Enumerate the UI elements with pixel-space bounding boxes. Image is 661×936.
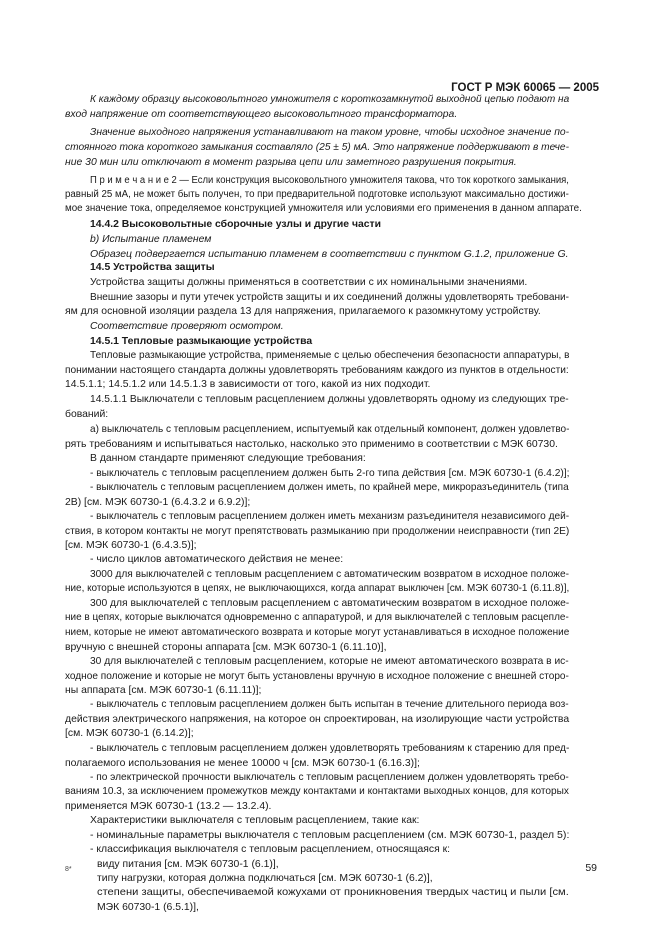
text-line-c2b: ние в цепях, которые выключатся одновременно с аппаратурой, и для выключателей с тепловым расцепле- [65,612,569,623]
text-line-e6a: степени защиты, обеспечиваемой кожухами от проникновения твердых частиц и пыли [см. [97,887,569,898]
text-line-b_isp: b) Испытание пламенем [90,234,212,245]
text-line-t2a: 14.5.1.1 Выключатели с тепловым расцеплением должны удовлетворять одному из следующих тре- [90,394,569,405]
text-line-c1a: 3000 для выключателей с тепловым расцеплением с автоматическим возвратом в исходное положе- [90,569,570,580]
text-line-d3a: - по электрической прочности выключатель с тепловым расцеплением должен удовлетворять требо- [90,772,569,783]
page-number: 59 [585,862,597,874]
text-line-p2c: ние 30 мин или отключают в момент разрыва цепи или заметного разрушения покрытия. [65,157,517,168]
text-line-d2a: - выключатель с тепловым расцеплением должен удовлетворять требованиям к старению для пред- [90,743,570,754]
text-line-c2c: нием, которые не имеют автоматического возврата и которые могут устанавливаться в исходное положение [65,627,570,638]
text-line-e3: - классификация выключателя с тепловым расцеплением, относящаяся к: [90,844,451,855]
text-line-n1: П р и м е ч а н и е 2 — Если конструкция высоковольтного умножителя такова, что ток короткого замыкания, [90,175,569,186]
text-line-a5b: ствия, в котором контакты не могут препятствовать размыканию при продолжении неисправности (тип 2E) [65,526,570,537]
text-line-d1b: действия электрического напряжения, на которое он спроектирован, на изолирующие части устройства [65,714,570,725]
text-line-h1442: 14.4.2 Высоковольтные сборочные узлы и другие части [90,219,382,230]
standard-header: ГОСТ Р МЭК 60065 — 2005 [451,82,599,94]
text-line-p1b: вход напряжение от соответствующего высоковольтного трансформатора. [65,109,458,120]
text-line-c3c: ны аппарата [см. МЭК 60730-1 (6.11.11)]; [65,685,262,696]
text-line-u1: Устройства защиты должны применяться в соответствии с их номинальными значениями. [90,277,528,288]
text-line-d3b: ваниям 10.3, за исключением промежутков между контактами и контактами выходных концов, для которых [65,786,569,797]
text-line-p2a: Значение выходного напряжения устанавливают на таком уровне, чтобы исходное значение по- [90,127,570,138]
text-line-h145: 14.5 Устройства защиты [90,262,215,273]
text-line-a2: В данном стандарте применяют следующие требования: [90,453,366,464]
footer-mark: 8* [65,866,72,873]
text-line-c3b: ходное положение и которые не могут быть установлены вручную в исходное положение с внешней сторо- [65,671,569,682]
text-line-c3a: 30 для выключателей с тепловым расцеплением, которые не имеют автоматического возврата в ис- [90,656,569,667]
text-line-a1b: рять требованиям и испытываться настолько, насколько это применимо в соответствии с МЭК 60730. [65,439,558,450]
text-line-e5: типу нагрузки, которая должна подключаться [см. МЭК 60730-1 (6.2)], [97,873,433,884]
text-line-a6: - число циклов автоматического действия не менее: [90,554,344,565]
text-line-t1c: 14.5.1.1; 14.5.1.2 или 14.5.1.3 в зависимости от того, какой из них подходит. [65,379,431,390]
text-line-p1a: К каждому образцу высоковольтного умножителя с короткозамкнутой выходной цепью подают на [90,94,570,105]
text-line-d1a: - выключатель с тепловым расцеплением должен быть испытан в течение длительного периода воз- [90,699,569,710]
text-line-a1a: а) выключатель с тепловым расцеплением, испытуемый как отдельный компонент, должен удовлетво- [90,424,570,435]
text-line-a4b: 2B) [см. МЭК 60730-1 (6.4.3.2 и 6.9.2)]; [65,497,251,508]
text-line-u2a: Внешние зазоры и пути утечек устройств защиты и их соединений должны удовлетворять требовани- [90,292,570,303]
text-line-c2d: вручную с внешней стороны аппарата [см. МЭК 60730-1 (6.11.10)], [65,642,387,653]
text-line-obr: Образец подвергается испытанию пламенем в соответствии с пунктом G.1.2, приложение G. [90,249,569,260]
text-line-n2: равный 25 мА, не может быть получен, то при предварительной подготовке используют максимально достижи- [65,189,569,200]
text-line-a5a: - выключатель с тепловым расцеплением должен иметь механизм разъединителя независимого дей- [90,511,570,522]
text-line-e1: Характеристики выключателя с тепловым расцеплением, такие как: [90,815,420,826]
text-line-h1451: 14.5.1 Тепловые размыкающие устройства [90,336,313,347]
text-line-a4a: - выключатель с тепловым расцеплением должен иметь, по крайней мере, микроразъединитель (типа [90,482,569,493]
text-line-e2: - номинальные параметры выключателя с тепловым расцеплением (см. МЭК 60730-1, раздел 5): [90,830,570,841]
text-line-t2b: бований: [65,409,109,420]
text-line-a5c: [см. МЭК 60730-1 (6.4.3.5)]; [65,540,197,551]
text-line-d3c: применяется МЭК 60730-1 (13.2 — 13.2.4). [65,801,272,812]
text-line-p2b: стоянного тока короткого замыкания составляло (25 ± 5) мА. Это напряжение поддерживают в тече- [65,142,569,153]
text-line-n3: мое значение тока, определяемое конструкцией умножителя или условиями его применения в данном аппарате. [65,203,582,214]
text-line-c1b: ние, которые используются в цепях, не выключающихся, когда аппарат выключен [см. МЭК 60730-1 (6.11.8)], [65,583,570,594]
text-line-e4: виду питания [см. МЭК 60730-1 (6.1)], [97,859,279,870]
text-line-a3: - выключатель с тепловым расцеплением должен быть 2-го типа действия [см. МЭК 60730-1 (6.4.2)]; [90,468,570,479]
text-line-u2b: ям для основной изоляции раздела 13 для напряжения, прилагаемого к разомкнутому устройству. [65,306,541,317]
text-line-c2a: 300 для выключателей с тепловым расцеплением с автоматическим возвратом в исходное положе- [90,598,570,609]
text-line-t1b: понимании настоящего стандарта должны удовлетворять требованиям каждого из пунктов в отдельности: [65,365,569,376]
text-line-t1a: Тепловые размыкающие устройства, применяемые с целью обеспечения безопасности аппаратуры, в [90,350,570,361]
text-line-d2b: полагаемого использования не менее 10000 ч [см. МЭК 60730-1 (6.16.3)]; [65,758,420,769]
text-line-u3: Соответствие проверяют осмотром. [90,321,284,332]
text-line-e6b: МЭК 60730-1 (6.5.1)], [97,902,199,913]
text-line-d1c: [см. МЭК 60730-1 (6.14.2)]; [65,728,194,739]
